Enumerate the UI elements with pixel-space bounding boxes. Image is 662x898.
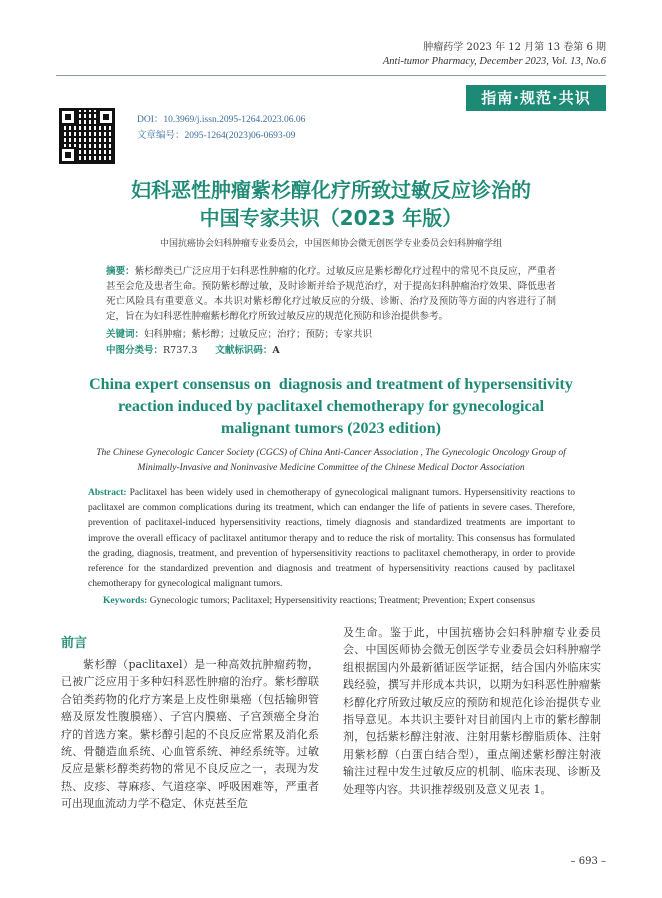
authors-en [70, 446, 592, 476]
title-en [70, 374, 592, 440]
keywords-en [103, 596, 573, 606]
authors-en-line1: The Chinese Gynecologic Cancer Society (CGCS) of China Anti-Cancer Association , The Gynecologic Oncology Group of [96, 448, 566, 458]
title-en-line2: reaction induced by paclitaxel chemotherapy for gynecological [117, 398, 545, 415]
qr-finder-bottom-left [60, 147, 76, 163]
abstract-cn-label: 摘要： [106, 266, 135, 277]
header-divider [56, 75, 606, 76]
article-number-label: 文章编号： [137, 130, 185, 141]
doi[interactable]: DOI：10.3969/j.issn.2095-1264.2023.06.06 [137, 115, 306, 125]
title-en-line3: malignant tumors (2023 edition) [221, 420, 441, 437]
classification [106, 342, 566, 356]
keywords-cn-text: 妇科肿瘤；紫杉醇；过敏反应；治疗；预防；专家共识 [144, 329, 373, 340]
journal-header-en: Anti-tumor Pharmacy, December 2023, Vol. 13, No.6 [382, 56, 606, 67]
qr-finder-top-left [60, 109, 76, 125]
title-en-line1: China expert consensus on diagnosis and treatment of hypersensitivity [89, 376, 573, 393]
authors-cn: 中国抗癌协会妇科肿瘤专业委员会，中国医师协会微无创医学专业委员会妇科肿瘤学组 [159, 239, 502, 249]
article-number-value: 2095-1264(2023)06-0693-09 [184, 131, 296, 141]
abstract-en-text: Paclitaxel has been widely used in chemotherapy of gynecological malignant tumors. Hypersensitivity reactions to paclitaxel are common complications during its treatment, which can endanger the life of patients in severe cases. Therefore, prevention of paclitaxel-induced hypersensitivity reactions, timely diagnosis and standardized treatments are important to improve the overall efficacy of paclitaxel antitumor therapy and to reduce the risk of mortality. This consensus has formulated the grading, diagnosis, treatment, and prevention of hypersensitivity reactions to paclitaxel chemotherapy, in order to provide reference for the standardized prevention and diagnosis and treatment of hypersensitivity reactions caused by paclitaxel chemotherapy for gynecological malignant tumors. [88, 488, 575, 590]
clc-value: R737.3 [163, 345, 198, 356]
qr-finder-top-right [98, 109, 114, 125]
abstract-cn-text: 紫杉醇类已广泛应用于妇科恶性肿瘤的化疗。过敏反应是紫杉醇化疗过程中的常见不良反应，严重者甚至会危及患者生命。预防紫杉醇过敏，及时诊断并给予规范治疗，对于提高妇科肿瘤治疗效果、降低患者死亡风险具有重要意义。本共识对紫杉醇化疗过敏反应的分级、诊断、治疗及预防等方面的内容进行了制定，旨在为妇科恶性肿瘤紫杉醇化疗所致过敏反应的规范化预防和诊治提供参考。 [106, 266, 556, 322]
section-badge: 指南·规范·共识 [466, 85, 606, 111]
keywords-cn [106, 326, 566, 340]
abstract-en-label: Abstract: [88, 488, 127, 498]
title-cn-line2: 中国专家共识（2023 年版） [199, 206, 463, 230]
abstract-cn [106, 264, 556, 324]
doc-code-value: A [272, 345, 280, 356]
authors-en-line2: Minimally-Invasive and Noninvasive Medicine Committee of the Chinese Medical Doctor Association [137, 463, 525, 473]
keywords-cn-label: 关键词： [106, 329, 145, 340]
body-column-right: 及生命。鉴于此，中国抗癌协会妇科肿瘤专业委员会、中国医师协会微无创医学专业委员会妇科肿瘤学组根据国内外最新循证医学证据，结合国内外临床实践经验，撰写并形成本共识，以期为妇科恶性肿瘤紫杉醇化疗所致过敏反应的预防和规范化诊治提供专业指导意见。本共识主要针对目前国内上市的紫杉醇制剂，包括紫杉醇注射液、注射用紫杉醇脂质体、注射用紫杉醇（白蛋白结合型），重点阐述紫杉醇注射液输注过程中发生过敏反应的机制、临床表现、诊断及处理等内容。共识推荐级别及意义见表 1。 [343, 626, 601, 796]
qr-code-icon [61, 110, 113, 162]
article-number [137, 127, 295, 141]
clc-label: 中图分类号： [106, 345, 164, 356]
keywords-en-label: Keywords: [103, 596, 148, 606]
abstract-en [88, 486, 575, 592]
page-number: – 693 – [570, 856, 606, 867]
section-heading-preface: 前言 [61, 636, 88, 651]
journal-header-cn: 肿瘤药学 2023 年 12 月第 13 卷第 6 期 [423, 42, 606, 53]
doc-code-label: 文献标识码： [215, 345, 273, 356]
keywords-en-text: Gynecologic tumors; Paclitaxel; Hypersensitivity reactions; Treatment; Prevention; Expert consensus [149, 596, 535, 606]
title-cn-line1: 妇科恶性肿瘤紫杉醇化疗所致过敏反应诊治的 [131, 178, 531, 202]
body-column-left: 紫杉醇（paclitaxel）是一种高效抗肿瘤药物，已被广泛应用于多种妇科恶性肿瘤的治疗。紫杉醇联合铂类药物的化疗方案是上皮性卵巢癌（包括输卵管癌及原发性腹膜癌）、子宫内膜癌、子宫颈癌全身治疗的首选方案。紫杉醇引起的不良反应常累及消化系统、骨髓造血系统、心血管系统、神经系统等。过敏反应是紫杉醇类药物的常见不良反应之一，表现为发热、皮疹、荨麻疹、气道痉挛、呼吸困难等，严重者可出现血流动力学不稳定、休克甚至危 [61, 658, 319, 811]
